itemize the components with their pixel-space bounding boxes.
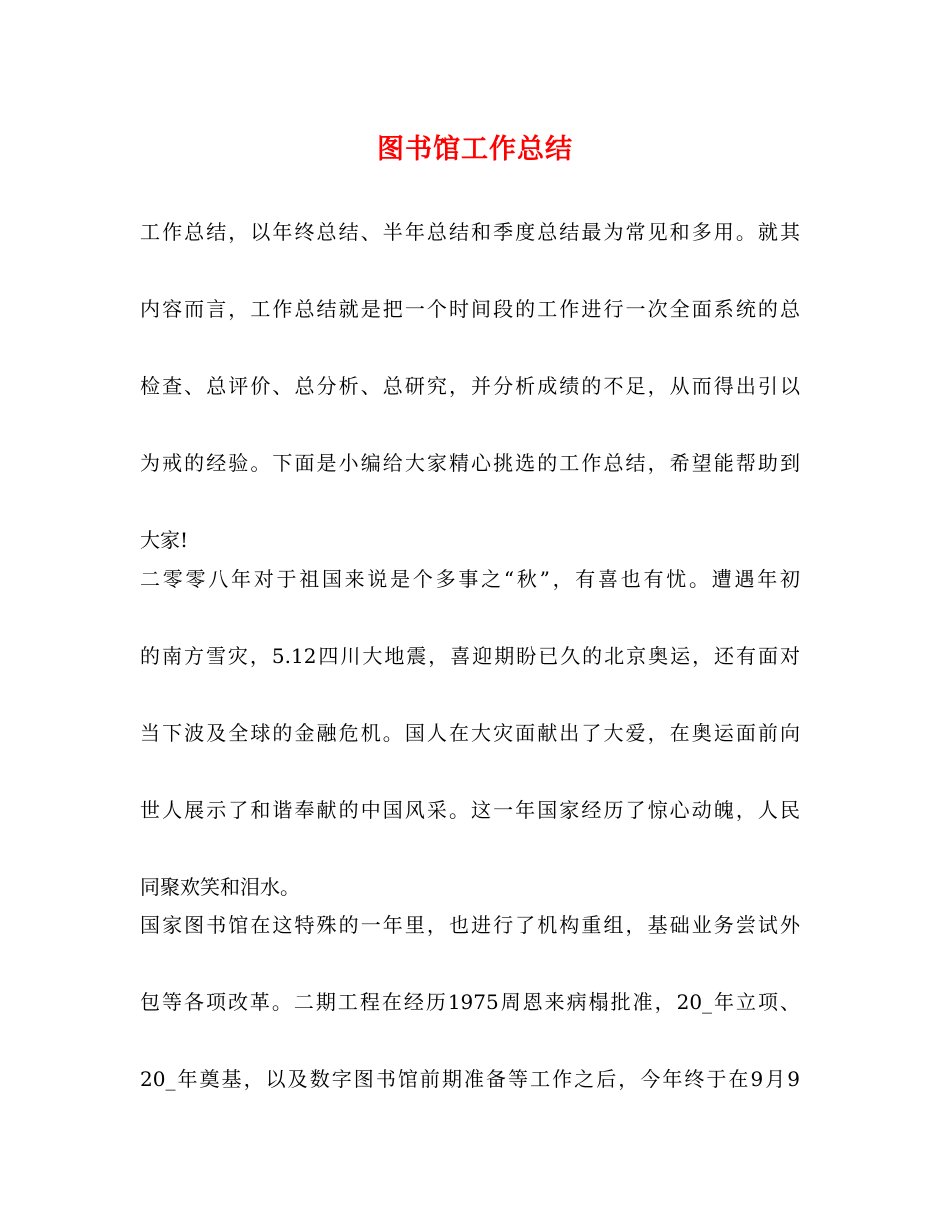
paragraph-line: 检查、总评价、总分析、总研究，并分析成绩的不足，从而得出引以 — [140, 374, 800, 398]
paragraph-line: 国家图书馆在这特殊的一年里，也进行了机构重组，基础业务尝试外 — [140, 913, 800, 937]
paragraph-3 — [140, 906, 800, 1099]
paragraph-2 — [140, 560, 800, 907]
paragraph-1 — [140, 213, 800, 560]
paragraph-line: 世人展示了和谐奉献的中国风采。这一年国家经历了惊心动魄，人民 — [140, 797, 800, 822]
paragraph-line: 大家! — [140, 528, 189, 552]
document-body — [140, 213, 800, 1099]
paragraph-line: 包等各项改革。二期工程在经历1975周恩来病榻批准，20_年立项、 — [140, 990, 800, 1014]
paragraph-line: 内容而言，工作总结就是把一个时间段的工作进行一次全面系统的总 — [140, 297, 800, 321]
paragraph-line: 20_年奠基，以及数字图书馆前期准备等工作之后，今年终于在9月9 — [140, 1067, 800, 1091]
paragraph-line: 为戒的经验。下面是小编给大家精心挑选的工作总结，希望能帮助到 — [140, 451, 800, 475]
paragraph-line: 同聚欢笑和泪水。 — [140, 874, 300, 899]
paragraph-line: 工作总结，以年终总结、半年总结和季度总结最为常见和多用。就其 — [140, 220, 800, 244]
document-title: 图书馆工作总结 — [377, 134, 573, 165]
paragraph-line: 的南方雪灾，5.12四川大地震，喜迎期盼已久的北京奥运，还有面对 — [140, 643, 800, 668]
paragraph-line: 当下波及全球的金融危机。国人在大灾面献出了大爱，在奥运面前向 — [140, 720, 800, 745]
paragraph-line: 二零零八年对于祖国来说是个多事之“秋”，有喜也有忧。遭遇年初 — [140, 566, 800, 591]
